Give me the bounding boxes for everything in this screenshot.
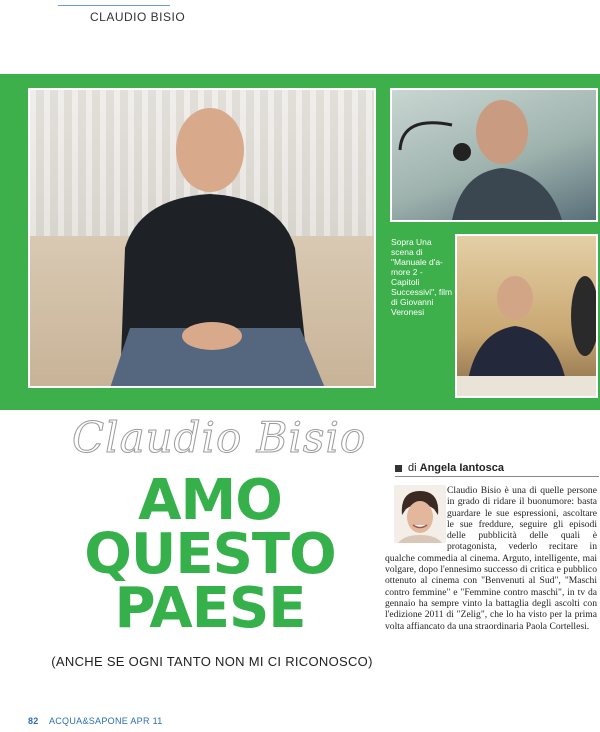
- film-still-top-figure: [392, 90, 596, 220]
- film-still-bottom-figure: [457, 236, 596, 396]
- script-name: Claudio Bisio: [72, 413, 367, 462]
- main-photo: [28, 88, 376, 388]
- subheadline: (ANCHE SE OGNI TANTO NON MI CI RICONOSCO): [51, 654, 373, 669]
- article-photo-spacer: [385, 485, 447, 545]
- headline-line-3: PAESE: [114, 576, 306, 641]
- byline-author: Angela Iantosca: [419, 462, 504, 474]
- section-label: CLAUDIO BISIO: [90, 10, 186, 24]
- byline-rule: [395, 476, 599, 477]
- header-rule: [58, 5, 170, 6]
- byline-prefix: di: [408, 462, 417, 474]
- portrait-figure: [100, 98, 330, 388]
- headline-line-1: AMO: [138, 468, 282, 533]
- film-still-top: [390, 88, 598, 222]
- footer: [28, 716, 163, 726]
- article-body: [385, 485, 597, 632]
- issue-date: APR 11: [130, 716, 163, 726]
- page-number: 82: [28, 716, 39, 726]
- headline: [60, 468, 360, 641]
- magazine-name: ACQUA&SAPONE: [48, 716, 129, 726]
- headline-line-2: QUESTO: [84, 522, 336, 587]
- byline-square-icon: [395, 465, 402, 472]
- film-still-bottom: [455, 234, 598, 398]
- byline: [395, 462, 504, 474]
- photo-caption: Sopra Una scena di "Manuale d'a-more 2 - Capitoli Successivi", film di Giovanni Veronesi: [391, 237, 453, 317]
- article-text: Claudio Bisio è una di quelle persone in grado di ridare il buonumore: basta guardare le sue espressioni, ascoltare le sue freddure, seguire gli episodi delle pubblicità delle quali è protagonista, vederlo recitare in qualche commedia al cinema. Arguto, intelligente, mai volgare, dopo l'ennesimo successo di critica e pubblico ottenuto al cinema con "Benvenuti al Sud", "Maschi contro femmine" e "Femmine contro maschi", in tv da gennaio ha sempre vinto la battaglia degli ascolti con l'edizione 2011 di "Zelig", che lo ha visto per la prima volta affiancato da una straordinaria Paola Cortellesi.: [385, 485, 597, 632]
